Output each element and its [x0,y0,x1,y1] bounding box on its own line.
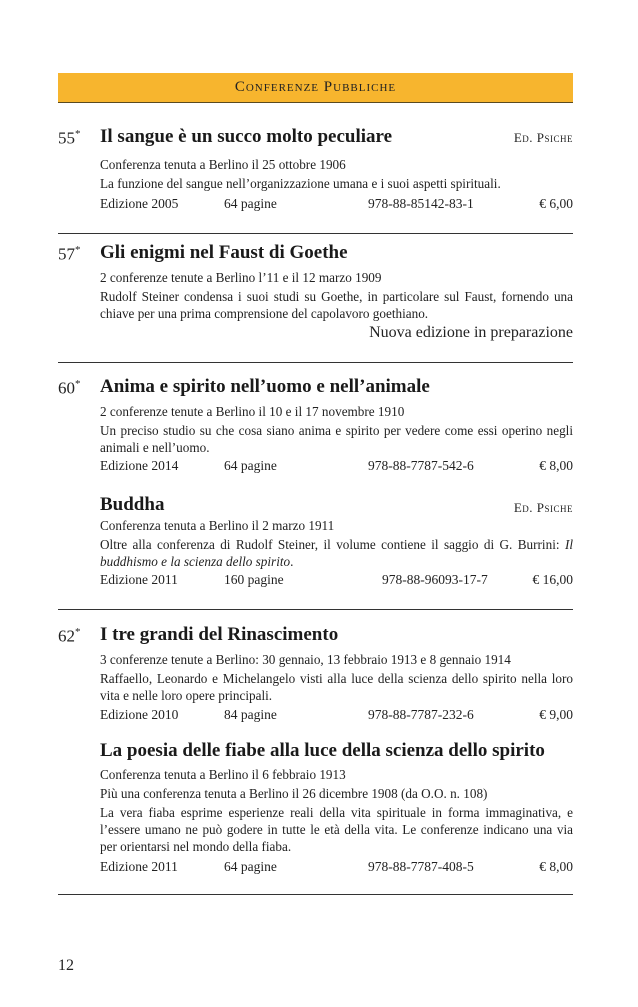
price: € 9,00 [539,707,573,722]
book-meta [100,707,573,725]
book-entry-60 [58,378,573,478]
price: € 8,00 [539,859,573,874]
book-description: La funzione del sangue nell’organizzazione umana e i suoi aspetti spirituali. [100,176,501,191]
book-title: I tre grandi del Rinascimento [100,624,339,645]
book-description: Un preciso studio su che cosa siano anima e spirito per vedere come essi operino negli animali e nell’uomo. [100,423,573,455]
book-description: Rudolf Steiner condensa i suoi studi su Goethe, in particolare sul Faust, fornendo una chiave per una prima comprensione del capolavoro goethiano. [100,289,573,321]
isbn: 978-88-7787-232-6 [368,707,474,722]
book-title: Anima e spirito nell’uomo e nell’animale [100,376,430,397]
entry-number: 62* [58,626,81,646]
divider [58,233,573,234]
entry-number: 57* [58,244,81,264]
section-banner [58,73,573,103]
entry-number: 55* [58,128,81,148]
page-count: 160 pagine [224,572,284,587]
book-description: La vera fiaba esprime esperienze reali della vita spirituale in forma immaginativa, e l’essere umano ne può godere in tutte le età della vita. Le conferenze indicano una via per orientarsi nel mondo della fiaba. [100,805,573,854]
section-title: Conferenze Pubbliche [234,79,397,95]
book-subtitle: 2 conferenze tenute a Berlino l’11 e il 12 marzo 1909 [100,270,382,285]
divider [58,362,573,363]
edition-note: Nuova edizione in preparazione [369,324,573,341]
book-title: Buddha [100,494,165,515]
edition-year: Edizione 2010 [100,707,179,722]
edition-year: Edizione 2014 [100,458,179,473]
price: € 6,00 [539,196,573,211]
page-count: 64 pagine [224,458,277,473]
edition-year: Edizione 2011 [100,859,178,874]
isbn: 978-88-7787-542-6 [368,458,474,473]
book-title: Il sangue è un succo molto peculiare [100,126,393,147]
book-meta [100,572,573,590]
divider [58,609,573,610]
book-entry-buddha [58,496,573,596]
book-entry-fiabe [58,742,573,882]
publisher-label: Ed. Psiche [513,500,573,515]
page-number: 12 [58,957,74,974]
book-subtitle: 3 conferenze tenute a Berlino: 30 gennaio, 13 febbraio 1913 e 8 gennaio 1914 [100,652,511,667]
page-count: 64 pagine [224,196,277,211]
book-subtitle: Conferenza tenuta a Berlino il 2 marzo 1911 [100,518,335,533]
price: € 16,00 [532,572,573,587]
book-subtitle-secondary: Più una conferenza tenuta a Berlino il 26 dicembre 1908 (da O.O. n. 108) [100,786,488,801]
book-title: La poesia delle fiabe alla luce della scienza dello spirito [100,740,545,761]
book-entry-62 [58,626,573,726]
book-subtitle: Conferenza tenuta a Berlino il 25 ottobre 1906 [100,157,346,172]
isbn: 978-88-85142-83-1 [368,196,474,211]
book-description: Oltre alla conferenza di Rudolf Steiner, il volume contiene il saggio di G. Burrini: Il buddhismo e la scienza dello spirito. [100,537,573,569]
book-title: Gli enigmi nel Faust di Goethe [100,242,348,263]
book-meta [100,196,573,214]
book-entry-57 [58,244,573,354]
page-count: 64 pagine [224,859,277,874]
book-subtitle: 2 conferenze tenute a Berlino il 10 e il 17 novembre 1910 [100,404,405,419]
book-meta [100,859,573,877]
page-count: 84 pagine [224,707,277,722]
edition-year: Edizione 2005 [100,196,179,211]
book-description: Raffaello, Leonardo e Michelangelo visti alla luce della scienza dello spirito nella loro vita e nelle loro opere principali. [100,671,573,703]
publisher-label: Ed. Psiche [513,130,573,145]
isbn: 978-88-7787-408-5 [368,859,474,874]
book-entry-55 [58,128,573,218]
price: € 8,00 [539,458,573,473]
book-subtitle: Conferenza tenuta a Berlino il 6 febbraio 1913 [100,767,346,782]
edition-year: Edizione 2011 [100,572,178,587]
isbn: 978-88-96093-17-7 [382,572,488,587]
book-meta [100,458,573,476]
divider [58,894,573,895]
entry-number: 60* [58,378,81,398]
